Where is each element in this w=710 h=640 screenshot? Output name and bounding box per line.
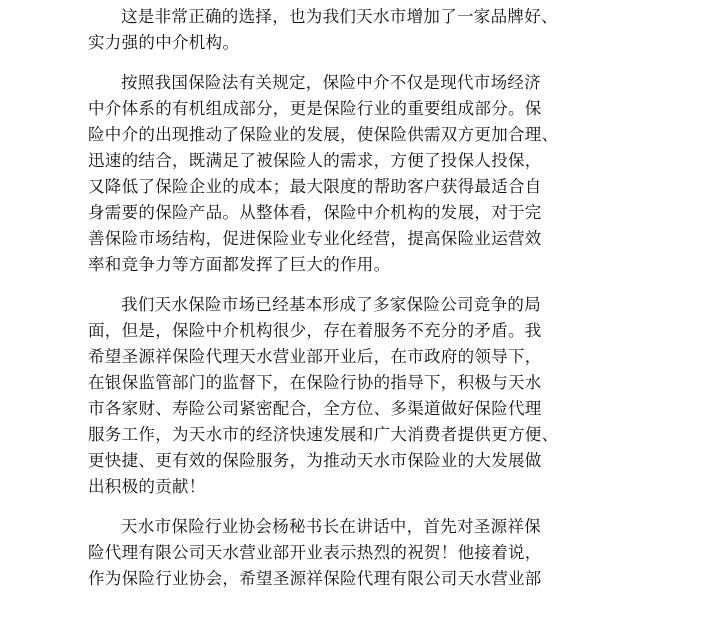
text-line: 险代理有限公司天水营业部开业表示热烈的祝贺！他接着说， [88,543,542,562]
text-line: 实力强的中介机构。 [88,33,240,52]
text-line: 作为保险行业协会，希望圣源祥保险代理有限公司天水营业部 [88,569,542,588]
text-line: 服务工作，为天水市的经济快速发展和广大消费者提供更方便、 [88,425,559,444]
text-line: 中介体系的有机组成部分，更是保险行业的重要组成部分。保 [88,99,542,118]
paragraph-4 [0,514,710,592]
text-line: 险中介的出现推动了保险业的发展，使保险供需双方更加合理、 [88,125,559,144]
text-line: 身需要的保险产品。从整体看，保险中介机构的发展，对于完 [88,203,542,222]
text-line: 在银保监管部门的监督下，在保险行协的指导下，积极与天水 [88,373,542,392]
text-line: 迅速的结合，既满足了被保险人的需求，方便了投保人投保， [88,151,542,170]
text-line: 这是非常正确的选择，也为我们天水市增加了一家品牌好、 [121,7,558,26]
text-line: 我们天水保险市场已经基本形成了多家保险公司竞争的局 [121,295,541,314]
text-line: 出积极的贡献！ [88,477,206,496]
text-line: 善保险市场结构，促进保险业专业化经营，提高保险业运营效 [88,229,542,248]
text-line: 更快捷、更有效的保险服务，为推动天水市保险业的大发展做 [88,451,542,470]
paragraph-3 [0,292,710,500]
paragraph-2 [0,70,710,278]
text-line: 天水市保险行业协会杨秘书长在讲话中，首先对圣源祥保 [121,517,541,536]
text-line: 又降低了保险企业的成本；最大限度的帮助客户获得最适合自 [88,177,542,196]
text-line: 希望圣源祥保险代理天水营业部开业后，在市政府的领导下， [88,347,542,366]
paragraph-1 [0,4,710,56]
text-line: 率和竞争力等方面都发挥了巨大的作用。 [88,255,391,274]
text-line: 面，但是，保险中介机构很少，存在着服务不充分的矛盾。我 [88,321,542,340]
text-line: 按照我国保险法有关规定，保险中介不仅是现代市场经济 [121,73,541,92]
text-line: 市各家财、寿险公司紧密配合，全方位、多渠道做好保险代理 [88,399,542,418]
